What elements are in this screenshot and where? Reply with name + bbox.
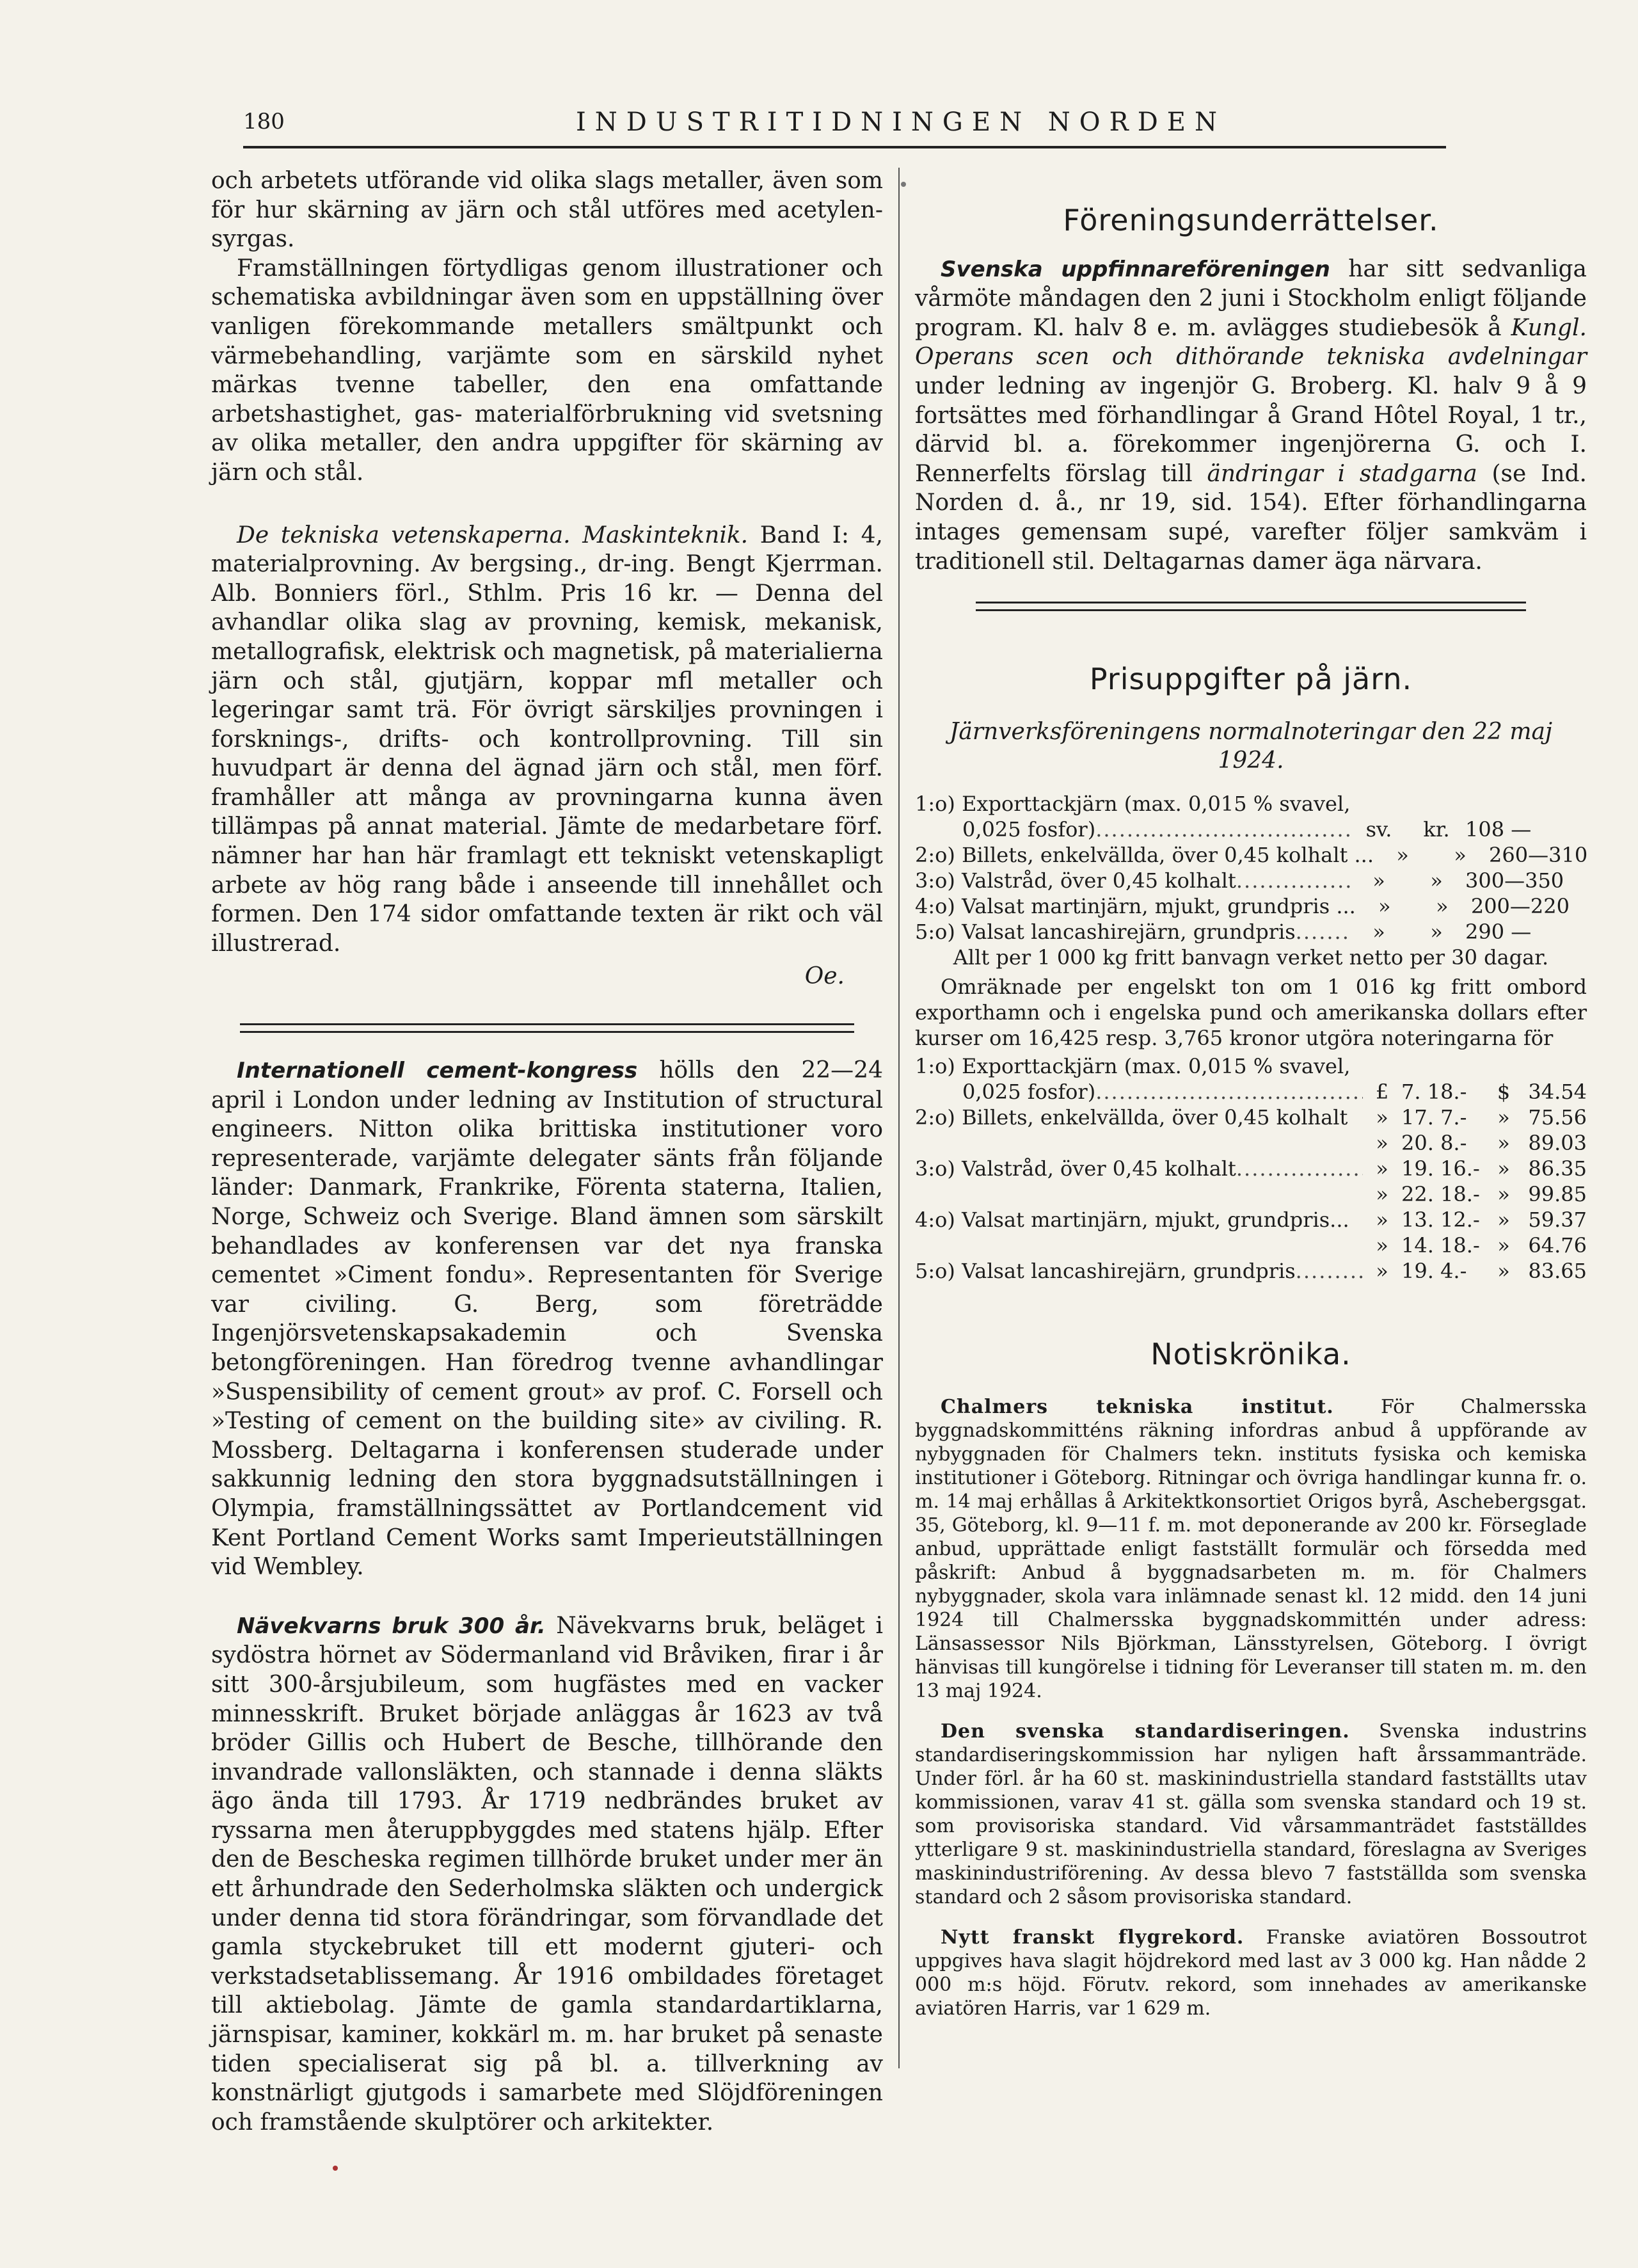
value-gbp: 20. 8.- <box>1401 1130 1467 1155</box>
leader-dots <box>1296 1258 1363 1284</box>
foren-head: Svenska uppfinnareföreningen <box>941 256 1330 282</box>
value-usd: 86.35 <box>1528 1156 1587 1181</box>
foreningsunderrattelser-title: Föreningsunderrättelser. <box>1063 203 1439 237</box>
leader-dots <box>1296 919 1350 945</box>
price-unit-b: » <box>1454 842 1467 867</box>
price-row-converted <box>915 1105 1587 1130</box>
paragraph-welding-illustrations: Framställningen förtydligas genom illustrationer och schematiska avbildningar även som en uppställning över vanligen förekommande metallers smältpunkt och värmebehandling, varjämte som en särskild nyhet märkas tvenne tabeller, den ena omfattande arbetshastighet, gas- materialförbrukning vid svetsning av olika metaller, den andra uppgifter för skärning av järn och stål. <box>211 255 883 486</box>
price-label: 2:o) Billets, enkelvällda, över 0,45 kolhalt <box>915 1105 1348 1130</box>
value-usd: 89.03 <box>1528 1130 1587 1155</box>
currency-gbp: » <box>1376 1105 1388 1130</box>
price-value: 300—350 <box>1465 868 1564 893</box>
price-row-converted <box>915 1233 1587 1258</box>
news-item <box>915 1720 1587 1909</box>
leader-dots <box>1236 868 1350 893</box>
price-unit-a: » <box>1372 868 1385 893</box>
navekvarn-head: Nävekvarns bruk 300 år. <box>237 1613 546 1639</box>
price-row <box>915 791 1587 817</box>
price-row-converted <box>915 1207 1587 1233</box>
value-gbp: 7. 18.- <box>1401 1079 1467 1104</box>
price-value: 260—310 <box>1489 842 1588 867</box>
currency-usd: » <box>1497 1130 1510 1155</box>
foren-body-1: har sitt sedvanliga vårmöte måndagen den 2 juni i Stockholm enligt följande program. Kl. halv 8 e. m. avlägges studiebesök å <box>915 255 1587 341</box>
price-row-converted <box>915 1258 1587 1284</box>
price-label: 3:o) Valstråd, över 0,45 kolhalt <box>915 868 1236 893</box>
price-label: 1:o) Exporttackjärn (max. 0,015 % svavel, <box>915 1053 1351 1078</box>
news-body: Svenska industrins standardiseringskommission har nyligen haft årssammanträde. Under förl. år ha 60 st. maskinindustriella standard fastställts utav kommissionen, varav 41 st. gälla som svenska standard och 19 st. som provisoriska standard. Vid vårsammanträdet fastställdes ytterligare 9 st. maskinindustriella standard, föreslagna av Sveriges maskinindustriförening. Av dessa blevo 7 fastställda som svenska standard och 2 såsom provisoriska standard. <box>915 1720 1587 1908</box>
price-unit-a: » <box>1378 893 1391 918</box>
news-body: Franske aviatören Bossoutrot uppgives hava slagit höjdrekord med last av 3 000 kg. Han nådde 2 000 m:s höjd. Förutv. rekord, som innehades av amerikanske aviatören Harris, var 1 629 m. <box>915 1926 1587 2020</box>
currency-usd: » <box>1497 1156 1510 1181</box>
prisuppgifter-title: Prisuppgifter på järn. <box>1089 662 1413 697</box>
print-speck <box>901 182 906 187</box>
price-label: 3:o) Valstråd, över 0,45 kolhalt <box>915 1156 1236 1181</box>
currency-gbp: » <box>1376 1156 1388 1181</box>
news-head: Chalmers tekniska institut. <box>941 1395 1334 1418</box>
price-label: 5:o) Valsat lancashirejärn, grundpris <box>915 919 1296 944</box>
price-value: 108 — <box>1465 817 1532 842</box>
right-column <box>915 166 1587 2020</box>
price-note: Allt per 1 000 kg fritt banvagn verket netto per 30 dagar. <box>953 945 1549 970</box>
price-unit-b: » <box>1436 893 1449 918</box>
column-divider <box>898 168 900 2068</box>
page-header <box>243 102 1446 147</box>
price-unit-a: » <box>1396 842 1409 867</box>
foren-body-2: under ledning av ingenjör G. Broberg. Kl. halv 9 å 9 fortsättes med förhandlingar å Grand Hôtel Royal, 1 tr., därvid bl. a. förekommer ingenjörerna G. och I. Rennerfelts förslag till <box>915 372 1587 487</box>
leader-dots <box>1236 1156 1363 1181</box>
price-unit-b: » <box>1430 868 1443 893</box>
foren-italic-1: Kungl. Operans scen och dithörande tekniska avdelningar <box>915 314 1587 371</box>
currency-gbp: » <box>1376 1181 1388 1206</box>
notiskronika-title: Notiskrönika. <box>1150 1336 1351 1371</box>
price-value: 290 — <box>1465 919 1532 944</box>
price-label: 5:o) Valsat lancashirejärn, grundpris <box>915 1258 1296 1283</box>
journal-title: INDUSTRITIDNINGEN NORDEN <box>576 108 1226 137</box>
news-head: Nytt franskt flygrekord. <box>941 1926 1244 1949</box>
review-body: Band I: 4, materialprovning. Av bergsing., dr-ing. Bengt Kjerrman. Alb. Bonniers förl., Sthlm. Pris 16 kr. — Denna del avhandlar olika slag av provning, kemisk, mekanisk, metallografisk, elektrisk och magnetisk, på materialierna järn och stål, gjutjärn, koppar mfl metaller och legeringar samt trä. För övrigt särskiljes provningen i forsknings-, drifts- och kontrollprovning. Till sin huvudpart är denna del ägnad järn och stål, men förf. framhåller att många av provningarna kunna även tillämpas på annat material. Jämte de medarbetare förf. nämner har han här framlagt ett tekniskt vetenskapligt arbete av hög rang både i anseende till innehållet och formen. Den 174 sidor omfattande texten är rikt och väl illustrerad. <box>211 522 883 957</box>
value-usd: 83.65 <box>1528 1258 1587 1283</box>
currency-usd: » <box>1497 1105 1510 1130</box>
currency-usd: » <box>1497 1258 1510 1283</box>
price-unit-a: » <box>1372 919 1385 944</box>
print-speck <box>333 2166 338 2171</box>
news-list <box>915 1395 1587 2020</box>
price-row-converted <box>915 1053 1587 1079</box>
price-label: 0,025 fosfor) <box>962 1079 1096 1104</box>
price-row <box>915 842 1587 868</box>
value-usd: 99.85 <box>1528 1181 1587 1206</box>
currency-gbp: » <box>1376 1207 1388 1232</box>
left-column <box>211 166 883 2137</box>
value-gbp: 19. 16.- <box>1401 1156 1480 1181</box>
section-separator-2 <box>976 602 1526 611</box>
price-row <box>915 893 1587 919</box>
foren-body-3: (se Ind. Norden d. å., nr 19, sid. 154). Efter förhandlingarna intages gemensam supé, varefter följer samkväm i traditionell stil. Deltagarnas damer äga närvara. <box>915 460 1587 575</box>
price-value: 200—220 <box>1470 893 1570 918</box>
price-row-converted <box>915 1181 1587 1207</box>
price-label: 2:o) Billets, enkelvällda, över 0,45 kolhalt ... <box>915 842 1374 867</box>
news-head: Den svenska standardiseringen. <box>941 1720 1350 1743</box>
currency-usd: » <box>1497 1181 1510 1206</box>
price-row <box>915 868 1587 893</box>
price-row <box>915 817 1587 842</box>
value-usd: 64.76 <box>1528 1233 1587 1258</box>
currency-usd: $ <box>1497 1079 1511 1104</box>
currency-gbp: £ <box>1375 1079 1389 1104</box>
price-row-converted <box>915 1079 1587 1105</box>
review-title: De tekniska vetenskaperna. Maskinteknik. <box>237 522 749 548</box>
section-separator <box>240 1023 854 1033</box>
price-row-converted <box>915 1130 1587 1156</box>
price-conversion-text: Omräknade per engelskt ton om 1 016 kg fritt ombord exporthamn och i engelska pund och amerikanska dollars efter kurser om 16,425 resp. 3,765 kronor utgöra noteringarna för <box>915 974 1587 1050</box>
price-label: 0,025 fosfor) <box>962 817 1096 842</box>
currency-gbp: » <box>1376 1130 1388 1155</box>
currency-usd: » <box>1497 1233 1510 1258</box>
cement-congress-body: hölls den 22—24 april i London under ledning av Institution of structural engineers. Nitton olika brittiska institutioner voro representerade, varjämte delegater sänts från följande länder: Danmark, Frankrike, Förenta staterna, Italien, Norge, Schweiz och Sverige. Bland ämnen som särskilt behandlades av konferensen var det nya franska cementet »Ciment fondu». Representanten för Sverige var civiling. G. Berg, som företrädde Ingenjörsvetenskapsakademin och Svenska betongföreningen. Han föredrog tvenne avhandlingar »Suspensibility of cement grout» av prof. C. Forsell och »Testing of cement on the building site» av civiling. R. Mossberg. Deltagarna i konferensen studerade under sakkunnig ledning den stora byggnadsutställningen i Olympia, framställningssättet av Portlandcement vid Kent Portland Cement Works samt Imperieutställningen vid Wembley. <box>211 1057 883 1581</box>
value-gbp: 17. 7.- <box>1401 1105 1467 1130</box>
news-item <box>915 1395 1587 1703</box>
price-unit-b: » <box>1430 919 1443 944</box>
value-gbp: 14. 18.- <box>1401 1233 1480 1258</box>
leader-dots <box>1095 1079 1363 1105</box>
price-label: 4:o) Valsat martinjärn, mjukt, grundpris ... <box>915 893 1356 918</box>
value-usd: 34.54 <box>1528 1079 1587 1104</box>
price-list-gbp-usd <box>915 1053 1587 1284</box>
news-body: För Chalmersska byggnadskommitténs räkning infordras anbud å uppförande av nybyggnaden för Chalmers tekn. instituts fysiska och kemiska institutioner i Göteborg. Ritningar och övriga handlingar kunna fr. o. m. 14 maj erhållas å Arkitektkonsortiet Origos byrå, Aschebergsgat. 35, Göteborg, kl. 9—11 f. m. mot deponerande av 200 kr. Förseglade anbud, upprättade enligt fastställt formulär och försedda med påskrift: Anbud å byggnadsarbeten m. m. för Chalmers nybyggnader, skola vara inlämnade senast kl. 12 midd. den 14 juni 1924 till Chalmersska byggnadskommittén under adress: Länsassessor Nils Björkman, Länsstyrelsen, Göteborg. I övrigt hänvisas till kungörelse i tidning för Leveranser till staten m. m. den 13 maj 1924. <box>915 1395 1587 1702</box>
price-unit-a: sv. <box>1365 817 1392 842</box>
page-number: 180 <box>243 109 285 134</box>
price-row <box>915 919 1587 945</box>
navekvarn-paragraph <box>211 1611 883 2137</box>
value-gbp: 13. 12.- <box>1401 1207 1480 1232</box>
cement-congress-paragraph <box>211 1056 883 1582</box>
foren-italic-2: ändringar i stadgarna <box>1207 460 1477 487</box>
currency-gbp: » <box>1376 1233 1388 1258</box>
navekvarn-body: Nävekvarns bruk, beläget i sydöstra hörnet av Södermanland vid Bråviken, firar i år sitt 300-årsjubileum, som hugfästes med en vacker minnesskrift. Bruket började anläggas år 1623 av två bröder Gillis och Hubert de Besche, tillhörande den invandrade vallonsläkten, och stannade i denna släkts ägo ända till 1793. År 1719 nedbrändes bruket av ryssarna men återuppbyggdes med statens hjälp. Efter den de Bescheska regimen tillhörde bruket under mer än ett århundrade den Sederholmska släkten och undergick under denna tid stora förändringar, som förvandlade det gamla styckebruket till ett modernt gjuteri- och verkstadsetablissemang. År 1916 ombildades företaget till aktiebolag. Jämte de gamla standardartiklarna, järnspisar, kaminer, kokkärl m. m. har bruket på senaste tiden specialiserat sig på bl. a. tillverkning av konstnärligt gjutgods i samarbete med Slöjdföreningen och framstående skulptörer och arkitekter. <box>211 1612 883 2136</box>
price-label: 4:o) Valsat martinjärn, mjukt, grundpris... <box>915 1207 1349 1232</box>
value-usd: 75.56 <box>1528 1105 1587 1130</box>
price-unit-b: kr. <box>1423 817 1450 842</box>
review-paragraph <box>211 521 883 959</box>
value-gbp: 19. 4.- <box>1401 1258 1467 1283</box>
foreningsunderrattelser-paragraph <box>915 255 1587 577</box>
news-item <box>915 1926 1587 2020</box>
currency-usd: » <box>1497 1207 1510 1232</box>
paragraph-welding-end: och arbetets utförande vid olika slags metaller, även som för hur skärning av järn och stål utföres med acetylen-syrgas. <box>211 168 883 253</box>
price-label: 1:o) Exporttackjärn (max. 0,015 % svavel, <box>915 791 1351 816</box>
price-row-converted <box>915 1156 1587 1181</box>
leader-dots <box>1095 817 1350 842</box>
cement-congress-head: Internationell cement-kongress <box>237 1058 638 1084</box>
prisuppgifter-subtitle: Järnverksföreningens normalnoteringar den 22 maj 1924. <box>949 718 1553 774</box>
header-rule <box>243 146 1446 148</box>
value-usd: 59.37 <box>1528 1207 1587 1232</box>
price-list-sek <box>915 791 1587 945</box>
value-gbp: 22. 18.- <box>1401 1181 1480 1206</box>
review-signature: Oe. <box>804 963 845 990</box>
currency-gbp: » <box>1376 1258 1388 1283</box>
